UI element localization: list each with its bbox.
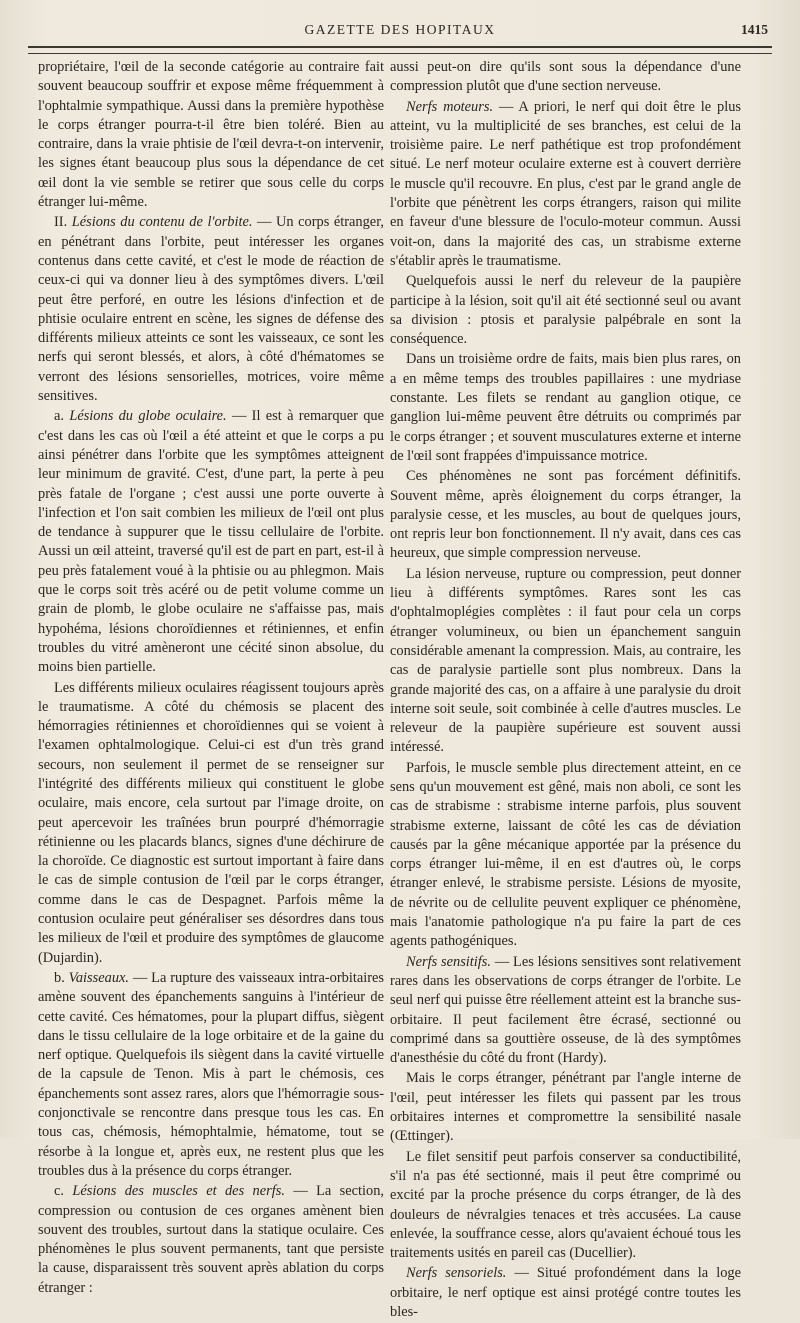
paragraph [38,969,384,1181]
paragraph [38,407,384,677]
header-rule [28,46,772,54]
paragraph [390,1264,741,1322]
paragraph-text: — Il est à remarquer que c'est dans les cas où l'œil a été atteint et que le corps a pu ainsi pénétrer dans l'orbite que les symptômes atteignent leur minimum de gravité. C'est, d'une part, la perte à peu près fatale de l'organe ; c'est aussi une porte ouverte à l'infection et l'on sait combien les milieux de l'œil ont plus de tendance à suppurer que le tissu cellulaire de l'orbite. Aussi un œil atteint, traversé qu'il est de part en part, est-il à peu près fatalement voué à la phtisie ou au phlegmon. Mais que le corps soit très acéré ou de petit volume comme un grain de plomb, le globe oculaire ne s'affaisse pas, mais hypohéma, lésions choroïdiennes et rétiniennes, et enfin troubles du vitré amèneront une cécité sinon absolue, du moins bien partielle. [38,408,385,676]
paragraph-text: — Les lésions sensitives sont relativement rares dans les observations de corps étranger de l'orbite. Le seul nerf qui puisse être réellement atteint est la branche sus-orbitaire. Il peut facilement être écrasé, sectionné ou comprimé dans sa gouttière osseuse, de là des symptômes d'anesthésie du côté du front (Hardy). [390,953,741,1067]
paragraph-text: — A priori, le nerf qui doit être le plus atteint, vu la multiplicité de ses branches, est celui de la troisième paire. Le nerf pathétique est trop profondément situé. Le nerf moteur oculaire externe est à couvert derrière le muscle qu'il recouvre. En plus, c'est par le grand angle de l'orbite que pénètrent les corps étrangers, raison qui milite en faveur d'une blessure de l'oculo-moteur commun. Aussi voit-on, dans la majorité des cas, un strabisme externe s'établir après le traumatisme. [390,98,741,269]
section-letter: b. [54,969,69,986]
paragraph: Ces phénomènes ne sont pas forcément définitifs. Souvent même, après éloignement du corps étranger, la paralysie cesse, et les muscles, au bout de quelques jours, ont repris leur bon fonctionnement. Il n'y avait, dans ces cas heureux, que simple compression nerveuse. [390,468,741,562]
page-number: 1415 [741,22,768,37]
paragraph-text: — La rupture des vaisseaux intra-orbitaires amène souvent des épanchements sanguins à l'intérieur de cette cavité. Ces hématomes, pour la plupart diffus, siègent dans le tissu cellulaire de la loge orbitaire et de la gaine du nerf optique. Quelquefois ils siègent dans la cavité virtuelle de la capsule de Tenon. Mis à part le chémosis, ces épanchements sont assez rares, alors que l'hémorragie sous-conjonctivale se rencontre dans presque tous les cas. En tous cas, chémosis, hémophtalmie, hématome, tout se résorbe à la longue et, après eux, ne restent plus que les troubles dus à la présence du corps étranger. [38,969,384,1179]
page-header [28,22,772,44]
paragraph: propriétaire, l'œil de la seconde catégorie au contraire fait souvent beaucoup souffrir et expose même fréquemment à l'ophtalmie sympathique. Aussi dans la première hypothèse le corps étranger pourra-t-il être bien toléré. Bien au contraire, dans la vraie phtisie de l'œil devra-t-on intervenir, les signes étant beaucoup plus sous la dépendance de cet œil dont la vie semble se retirer que sous celle du corps étranger lui-même. [38,59,384,211]
paragraph [390,98,741,272]
paragraph: La lésion nerveuse, rupture ou compression, peut donner lieu à différents symptômes. Rares sont les cas d'ophtalmoplégies complètes : il faut pour cela un corps étranger volumineux, ou bien un épanchement sanguin considérable amenant la compression. Mais, au contraire, les cas de paralysie partielle sont plus nombreux. Dans la grande majorité des cas, on a affaire à une paralysie du droit interne soit seule, soit combinée à celle d'autres muscles. Le releveur de la paupière supérieure est souvent aussi intéressé. [390,565,741,756]
paragraph [390,953,741,1069]
section-heading: Nerfs sensitifs. [406,953,491,970]
section-heading: Nerfs sensoriels. [406,1265,507,1282]
section-letter: c. [54,1183,73,1200]
paragraph-text: — Un corps étranger, en pénétrant dans l'orbite, peut intéresser les organes contenus dans cette cavité, et c'est le mode de réaction de ceux-ci qui va donner lieu à des symptômes divers. L'œil peut être perforé, en outre les lésions d'infection et de phtisie oculaire entrent en scène, les signes de défense des différents milieux atteints ce sont les vaisseaux, ce sont les nerfs qui seront blessés, et alors, à côté d'hématomes se verront des lésions sensorielles, motrices, voire même sensitives. [38,214,385,405]
paragraph: aussi peut-on dire qu'ils sont sous la dépendance d'une compression plutôt que d'une section nerveuse. [390,59,741,95]
paragraph [38,1182,384,1298]
paragraph-text: — La section, compression ou contusion de ces organes amènent bien souvent des troubles, surtout dans la statique oculaire. Ces phénomènes le plus souvent permanents, tant que persiste la cause, disparaissent très souvent après ablation du corps étranger : [38,1183,384,1296]
paragraph: Parfois, le muscle semble plus directement atteint, en ce sens qu'un mouvement est gêné, mais non aboli, ce sont les cas de strabisme : strabisme interne parfois, plus souvent strabisme externe, laissant de côté les cas de déviation causés par la gêne mécanique apportée par la présence du corps étranger lui-même, il en est d'autres où, le corps étranger enlevé, le strabisme persiste. Lésions de myosite, de névrite ou de cellulite peuvent expliquer ce phénomène, mais l'anatomie pathologique n'a pu faire la part de ces agents pathogéniques. [390,759,741,950]
section-heading: Lésions du globe oculaire. [69,408,227,425]
paragraph: Les différents milieux oculaires réagissent toujours après le traumatisme. A côté du chémosis se placent des hémorragies rétiniennes et choroïdiennes qui se voient à l'examen ophtalmologique. Celui-ci est d'un très grand secours, non seulement il permet de se renseigner sur l'intégrité des différents milieux qui constituent le globe oculaire, mais encore, cela surtout par l'image droite, on peut apercevoir les traînées brun pourpré d'hémorragie rétinienne ou les placards blancs, signes d'une déchirure de la choroïde. Ce diagnostic est surtout important à faire dans le cas de simple contusion de l'œil par le corps étranger, comme dans le cas de Despagnet. Parfois même la contusion oculaire peut généraliser ses désordres dans tous les milieux de l'œil et produire des symptômes de glaucome (Dujardin). [38,679,384,966]
paragraph-text: — Situé profondément dans la loge orbitaire, le nerf optique est ainsi protégé contre toutes les bles- [390,1265,741,1320]
section-heading: Lésions du contenu de l'orbite. [71,214,253,231]
section-heading: Lésions des muscles et des nerfs. [72,1183,285,1200]
section-heading: Nerfs moteurs. [406,98,494,115]
paragraph: Dans un troisième ordre de faits, mais bien plus rares, on a en même temps des troubles papillaires : une mydriase constante. Les filets se rendant au ganglion otique, ce ganglion lui-même peuvent être détruits ou comprimés par le corps étranger ; et souvent musculatures externe et interne de l'œil sont frappées d'impuissance motrice. [390,351,741,464]
section-number: II. [54,214,72,231]
paragraph [38,213,384,406]
paragraph: Quelquefois aussi le nerf du releveur de la paupière participe à la lésion, soit qu'il ait été sectionné seul ou avant sa division : ptosis et paralysie palpébrale en sont la conséquence. [390,273,741,348]
section-heading: Vaisseaux. [68,969,130,986]
section-letter: a. [54,408,70,425]
left-column [38,58,384,1299]
paragraph: Le filet sensitif peut parfois conserver sa conductibilité, s'il n'a pas été sectionné, mais il peut être comprimé ou excité par la proche présence du corps étranger, de là des douleurs de névralgies tenaces et très accusées. La cause enlevée, la souffrance cesse, alors qu'avaient échoué tous les traitements usités en pareil cas (Ducellier). [390,1148,741,1262]
journal-title: GAZETTE DES HOPITAUX [304,22,496,37]
right-column [390,58,741,1323]
paragraph: Mais le corps étranger, pénétrant par l'angle interne de l'œil, peut intéresser les filets qui passent par les trous orbitaires internes et compromettre la sensibilité nasale (Œttinger). [390,1070,741,1145]
